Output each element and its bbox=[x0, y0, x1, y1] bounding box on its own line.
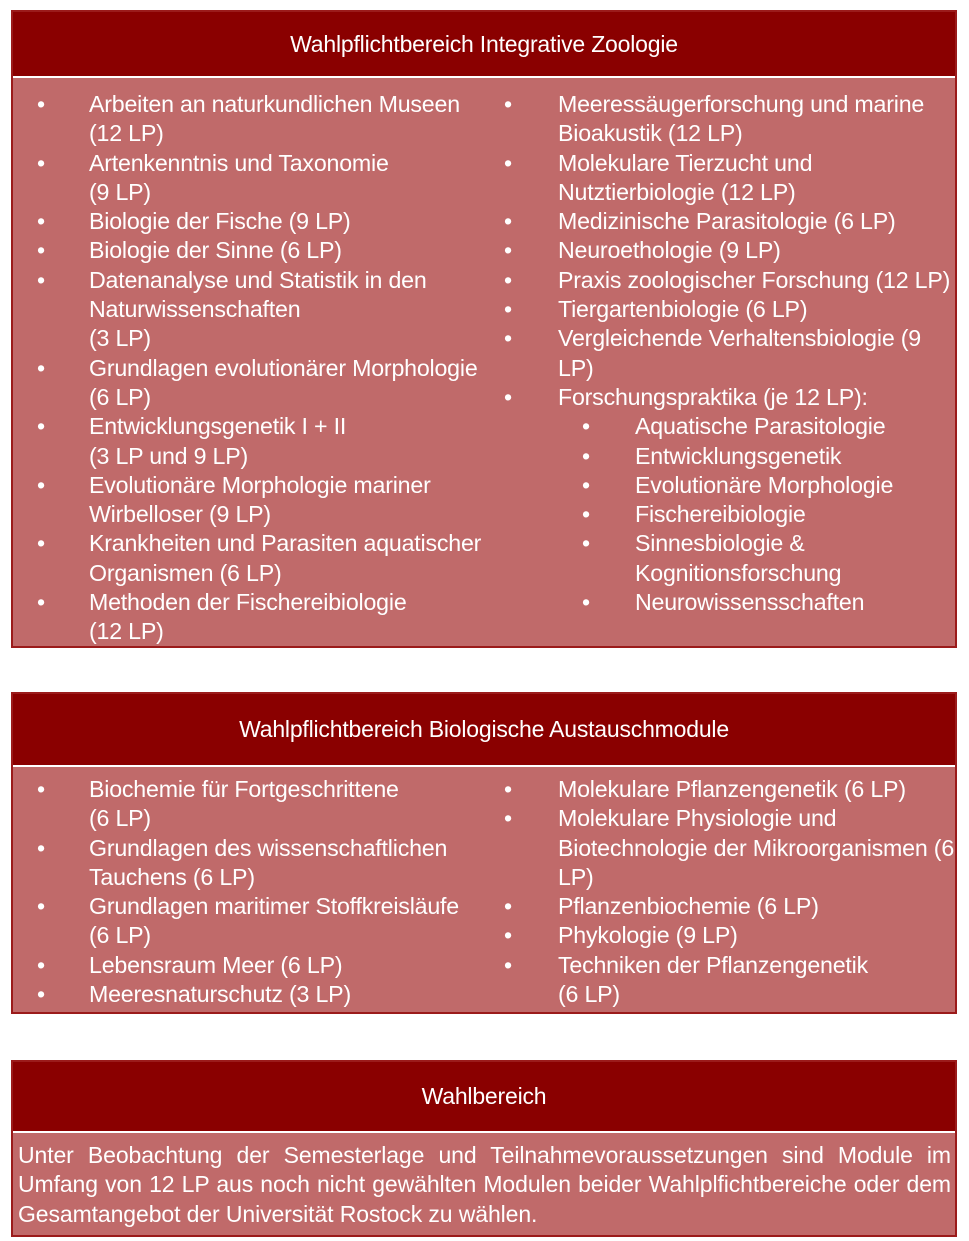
list-item: • Vergleichende Verhaltensbiologie (9 LP) bbox=[484, 324, 955, 383]
list-item: • Fischereibiologie bbox=[484, 500, 955, 529]
panel-title bbox=[13, 12, 955, 78]
list-item: • Techniken der Pflanzengenetik (6 LP) bbox=[484, 951, 955, 1010]
panel-integrative-zoologie bbox=[11, 10, 957, 648]
module-list bbox=[13, 90, 484, 647]
list-item: • Datenanalyse und Statistik in den Naturwissenschaften (3 LP) bbox=[13, 266, 484, 354]
list-item: • Lebensraum Meer (6 LP) bbox=[13, 951, 484, 980]
list-item: • Neuroethologie (9 LP) bbox=[484, 236, 955, 265]
list-item: • Entwicklungsgenetik I + II (3 LP und 9 LP) bbox=[13, 412, 484, 471]
list-item: • Artenkenntnis und Taxonomie (9 LP) bbox=[13, 149, 484, 208]
forschungspraktika-list bbox=[484, 412, 955, 617]
list-item: • Biologie der Fische (9 LP) bbox=[13, 207, 484, 236]
wahlbereich-text: Unter Beobachtung der Semesterlage und Teilnahmevoraussetzungen sind Module im Umfang von 12 LP aus noch nicht gewählten Modulen beider Wahlplfichtbereiche oder dem Gesamtangebot der Universität Rostock zu wählen. bbox=[18, 1142, 951, 1227]
list-item: • Krankheiten und Parasiten aquatischer Organismen (6 LP) bbox=[13, 529, 484, 588]
list-item: • Biochemie für Fortgeschrittene (6 LP) bbox=[13, 775, 484, 834]
list-item: • Biologie der Sinne (6 LP) bbox=[13, 236, 484, 265]
panel-title bbox=[13, 1062, 955, 1133]
panel-austauschmodule bbox=[11, 692, 957, 1014]
panel-title bbox=[13, 694, 955, 767]
right-column bbox=[484, 90, 955, 647]
list-item: • Medizinische Parasitologie (6 LP) bbox=[484, 207, 955, 236]
list-item: • Evolutionäre Morphologie mariner Wirbelloser (9 LP) bbox=[13, 471, 484, 530]
list-item: • Molekulare Tierzucht und Nutztierbiologie (12 LP) bbox=[484, 149, 955, 208]
list-item: • Neurowissensschaften bbox=[484, 588, 955, 617]
module-list bbox=[484, 775, 955, 1009]
list-item: • Pflanzenbiochemie (6 LP) bbox=[484, 892, 955, 921]
module-list bbox=[13, 775, 484, 1009]
panel-title-text: Wahlpflichtbereich Biologische Austauschmodule bbox=[239, 716, 729, 742]
list-item: • Phykologie (9 LP) bbox=[484, 921, 955, 950]
list-item: • Grundlagen des wissenschaftlichen Tauchens (6 LP) bbox=[13, 834, 484, 893]
list-item: • Arbeiten an naturkundlichen Museen (12 LP) bbox=[13, 90, 484, 149]
list-item: • Meeresnaturschutz (3 LP) bbox=[13, 980, 484, 1009]
list-item: • Aquatische Parasitologie bbox=[484, 412, 955, 441]
list-item: • Tiergartenbiologie (6 LP) bbox=[484, 295, 955, 324]
list-item: • Molekulare Physiologie und Biotechnologie der Mikroorganismen (6 LP) bbox=[484, 804, 955, 892]
list-item: • Entwicklungsgenetik bbox=[484, 442, 955, 471]
list-item: • Molekulare Pflanzengenetik (6 LP) bbox=[484, 775, 955, 804]
left-column bbox=[13, 775, 484, 1009]
list-item: • Grundlagen maritimer Stoffkreisläufe (6 LP) bbox=[13, 892, 484, 951]
list-item: • Grundlagen evolutionärer Morphologie (6 LP) bbox=[13, 354, 484, 413]
list-item: • Sinnesbiologie & Kognitionsforschung bbox=[484, 529, 955, 588]
panel-wahlbereich bbox=[11, 1060, 957, 1237]
module-list bbox=[484, 90, 955, 412]
list-item: • Evolutionäre Morphologie bbox=[484, 471, 955, 500]
right-column bbox=[484, 775, 955, 1009]
panel-title-text: Wahlpflichtbereich Integrative Zoologie bbox=[290, 30, 678, 57]
list-item: • Meeressäugerforschung und marine Bioakustik (12 LP) bbox=[484, 90, 955, 149]
left-column bbox=[13, 90, 484, 647]
list-item: • Forschungspraktika (je 12 LP): bbox=[484, 383, 955, 412]
panel-title-text: Wahlbereich bbox=[421, 1083, 547, 1109]
list-item: • Methoden der Fischereibiologie (12 LP) bbox=[13, 588, 484, 647]
list-item: • Praxis zoologischer Forschung (12 LP) bbox=[484, 266, 955, 295]
